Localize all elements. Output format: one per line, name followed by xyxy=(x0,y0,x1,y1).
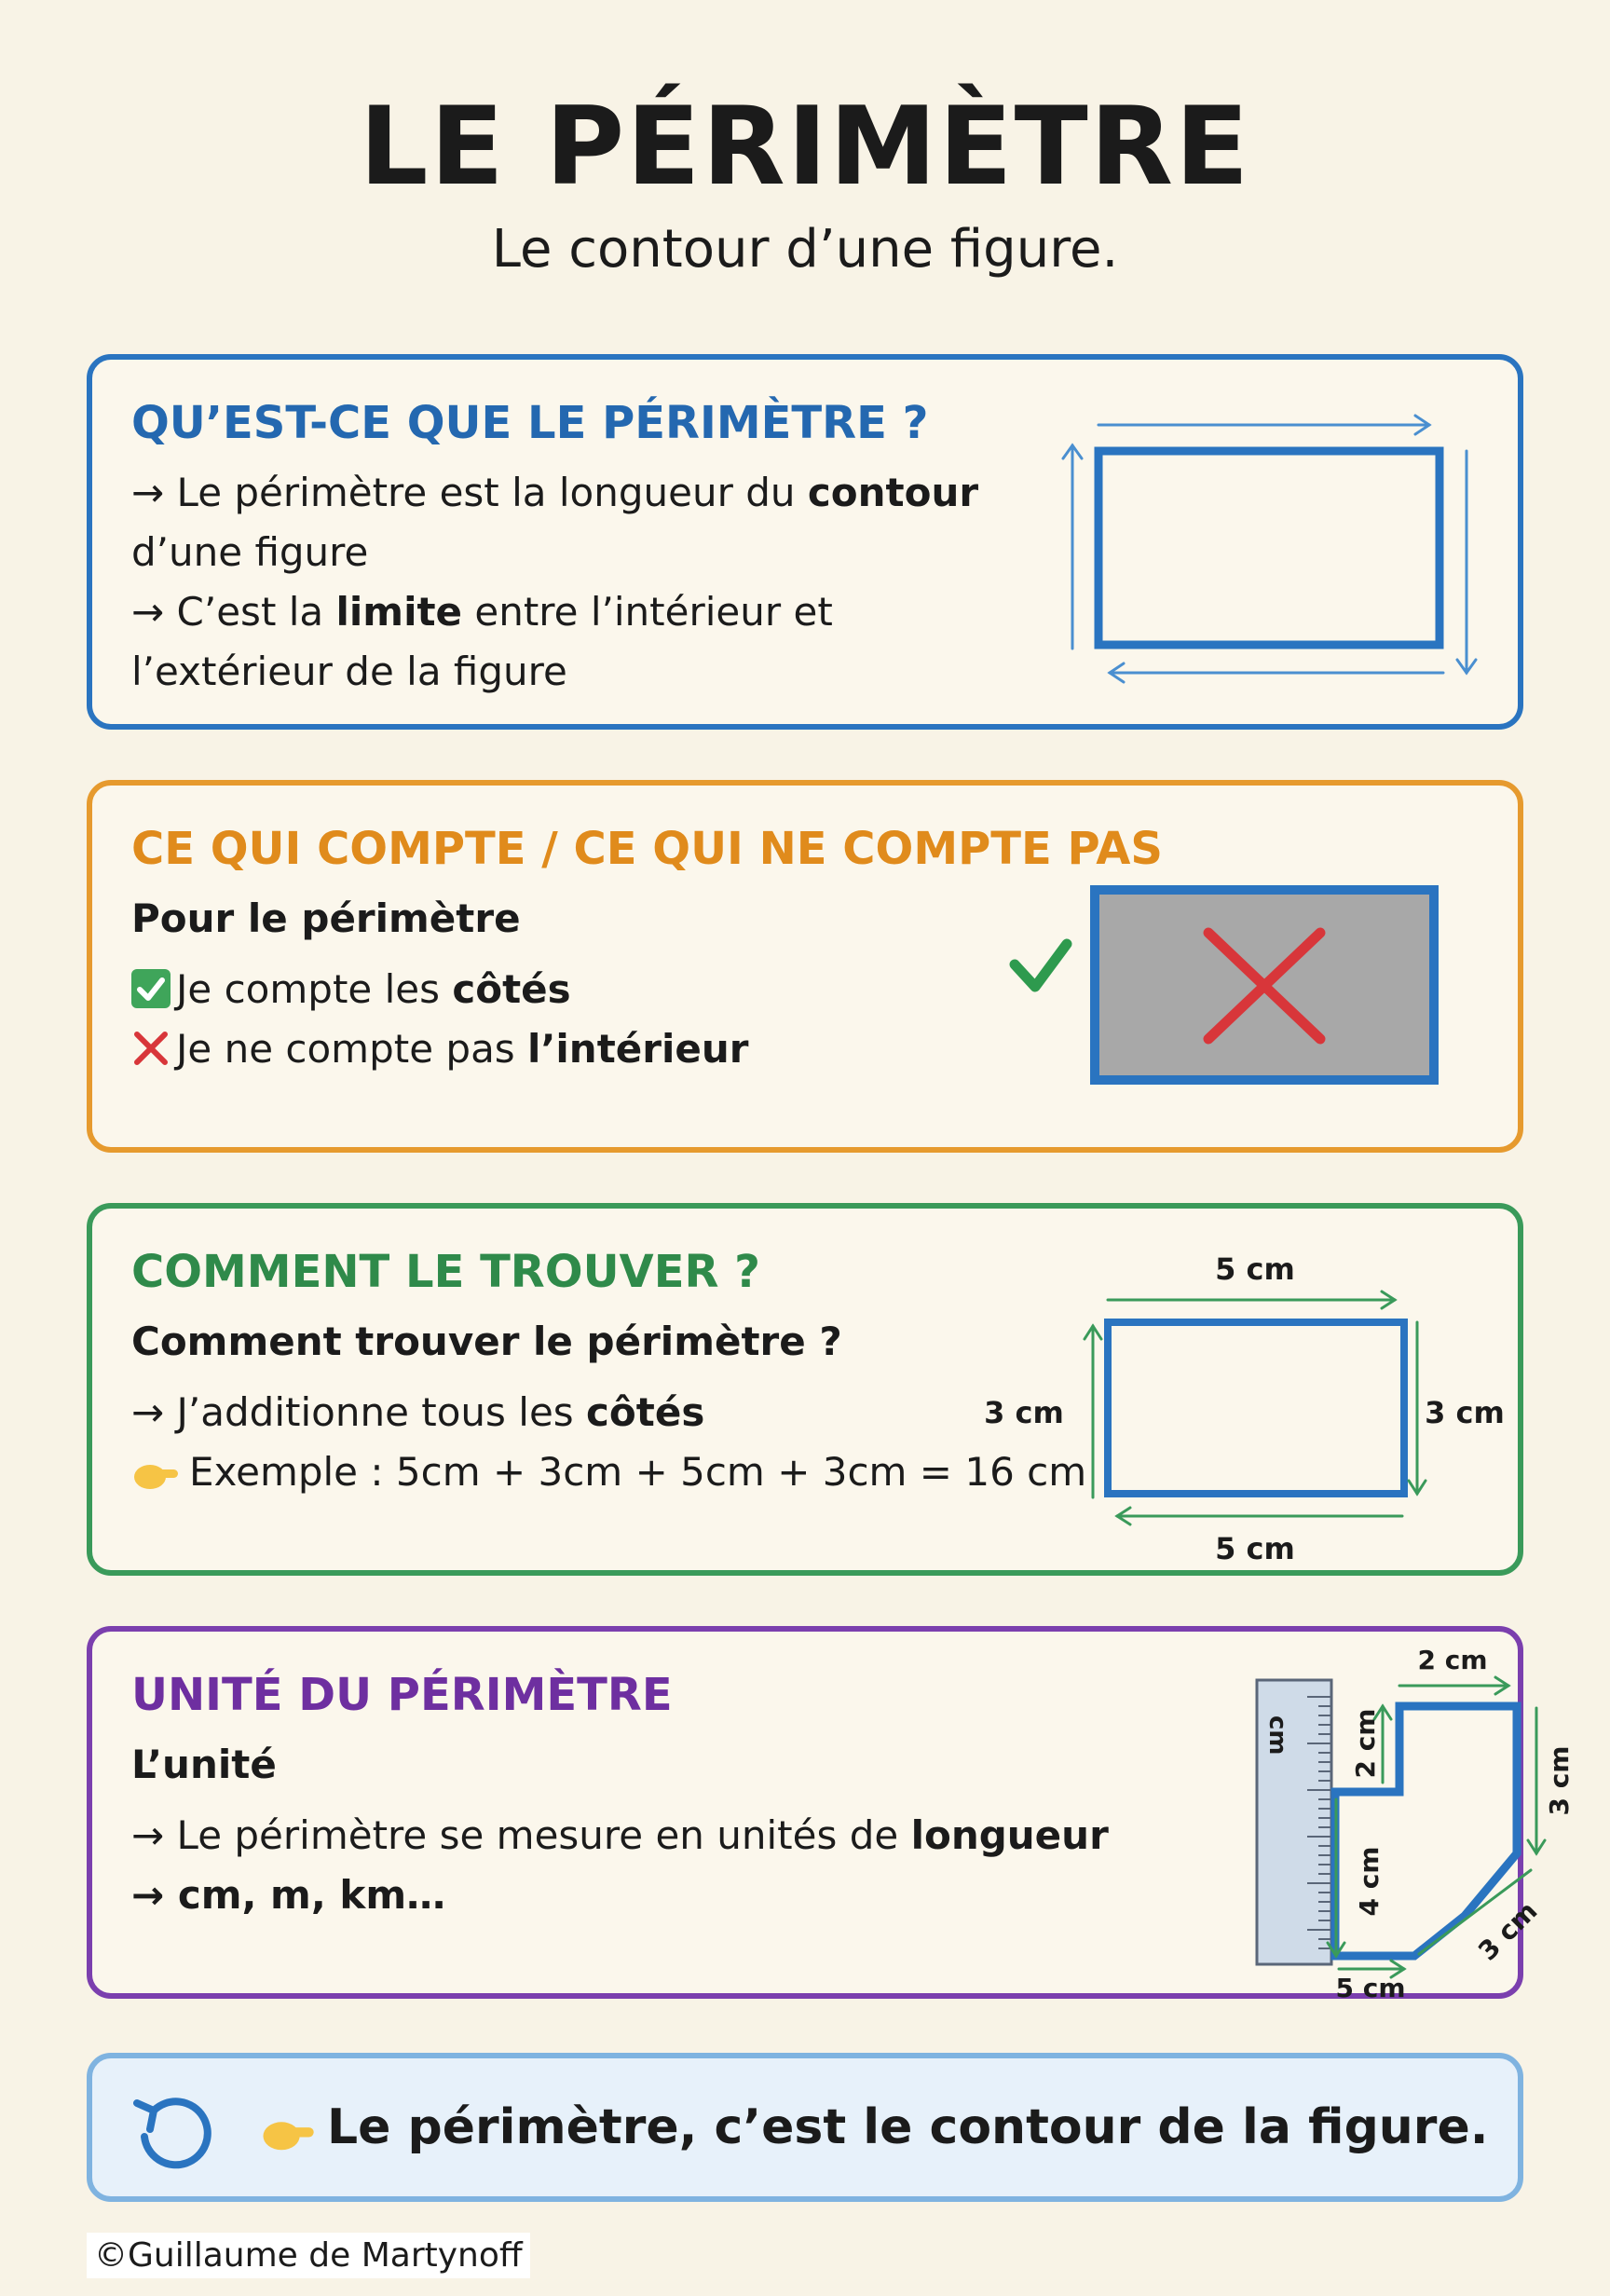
rectangle-contour-diagram xyxy=(1052,397,1490,695)
label-right: 3 cm xyxy=(1544,1745,1575,1816)
label-bottom: 5 cm xyxy=(1215,1531,1295,1566)
definition-line-4: l’extérieur de la figure xyxy=(131,649,567,694)
section-subheading: Pour le périmètre xyxy=(131,895,521,941)
ruler-icon xyxy=(1257,1680,1331,1964)
card-unit xyxy=(87,1626,1575,2003)
ruler-and-shape-diagram xyxy=(1154,1641,1575,2003)
not-counts-item: Je ne compte pas l’intérieur xyxy=(131,1026,748,1073)
unit-line-1: → Le périmètre se mesure en unités de longueur xyxy=(131,1812,1109,1858)
section-heading: QU’EST-CE QUE LE PÉRIMÈTRE ? xyxy=(131,397,929,449)
measured-rectangle xyxy=(1108,1322,1404,1494)
label-left: 3 cm xyxy=(984,1395,1064,1430)
takeaway-text: Le périmètre, c’est le contour de la figure. xyxy=(327,2099,1489,2155)
label-left: 4 cm xyxy=(1354,1846,1385,1917)
page-title: LE PÉRIMÈTRE xyxy=(359,84,1251,210)
definition-line-2: d’une figure xyxy=(131,529,369,575)
label-diagonal: 3 cm xyxy=(1472,1895,1544,1967)
card-what-counts xyxy=(87,780,1523,1153)
check-box-icon xyxy=(131,969,171,1008)
counts-item: Je compte les côtés xyxy=(131,966,571,1013)
label-top: 2 cm xyxy=(1417,1645,1488,1675)
method-line: → J’additionne tous les côtés xyxy=(131,1389,705,1435)
pointing-hand-icon xyxy=(260,2114,316,2153)
section-heading: COMMENT LE TROUVER ? xyxy=(131,1246,760,1298)
section-heading: UNITÉ DU PÉRIMÈTRE xyxy=(131,1669,673,1721)
definition-line-3: → C’est la limite entre l’intérieur et xyxy=(131,589,833,635)
checkmark-icon xyxy=(1015,944,1067,987)
copyright-text: ©Guillaume de Martynoff xyxy=(87,2233,530,2278)
label-step: 2 cm xyxy=(1350,1708,1381,1779)
cross-icon xyxy=(131,1029,171,1068)
example-line: Exemple : 5cm + 3cm + 5cm + 3cm = 16 cm xyxy=(131,1449,1086,1496)
section-heading: CE QUI COMPTE / CE QUI NE COMPTE PAS xyxy=(131,823,1163,875)
definition-line-1: → Le périmètre est la longueur du contour xyxy=(131,470,979,515)
label-right: 3 cm xyxy=(1425,1395,1505,1430)
section-subheading: L’unité xyxy=(131,1742,277,1787)
card-how-to-find xyxy=(87,1203,1523,1576)
counts-diagram xyxy=(1005,879,1425,1093)
card-what-is-perimeter xyxy=(87,354,1523,730)
pointing-hand-icon xyxy=(131,1458,180,1492)
section-subheading: Comment trouver le périmètre ? xyxy=(131,1319,842,1364)
refresh-icon xyxy=(128,2090,221,2174)
contour-rectangle xyxy=(1098,451,1439,645)
unit-line-2: → cm, m, km… xyxy=(131,1872,446,1918)
card-takeaway xyxy=(87,2053,1523,2202)
label-bottom: 5 cm xyxy=(1335,1973,1406,2003)
ruler-unit-label: cm xyxy=(1263,1715,1291,1756)
label-top: 5 cm xyxy=(1215,1251,1295,1287)
page-subtitle: Le contour d’une figure. xyxy=(491,219,1119,280)
rectangle-5x3-diagram xyxy=(977,1237,1518,1566)
